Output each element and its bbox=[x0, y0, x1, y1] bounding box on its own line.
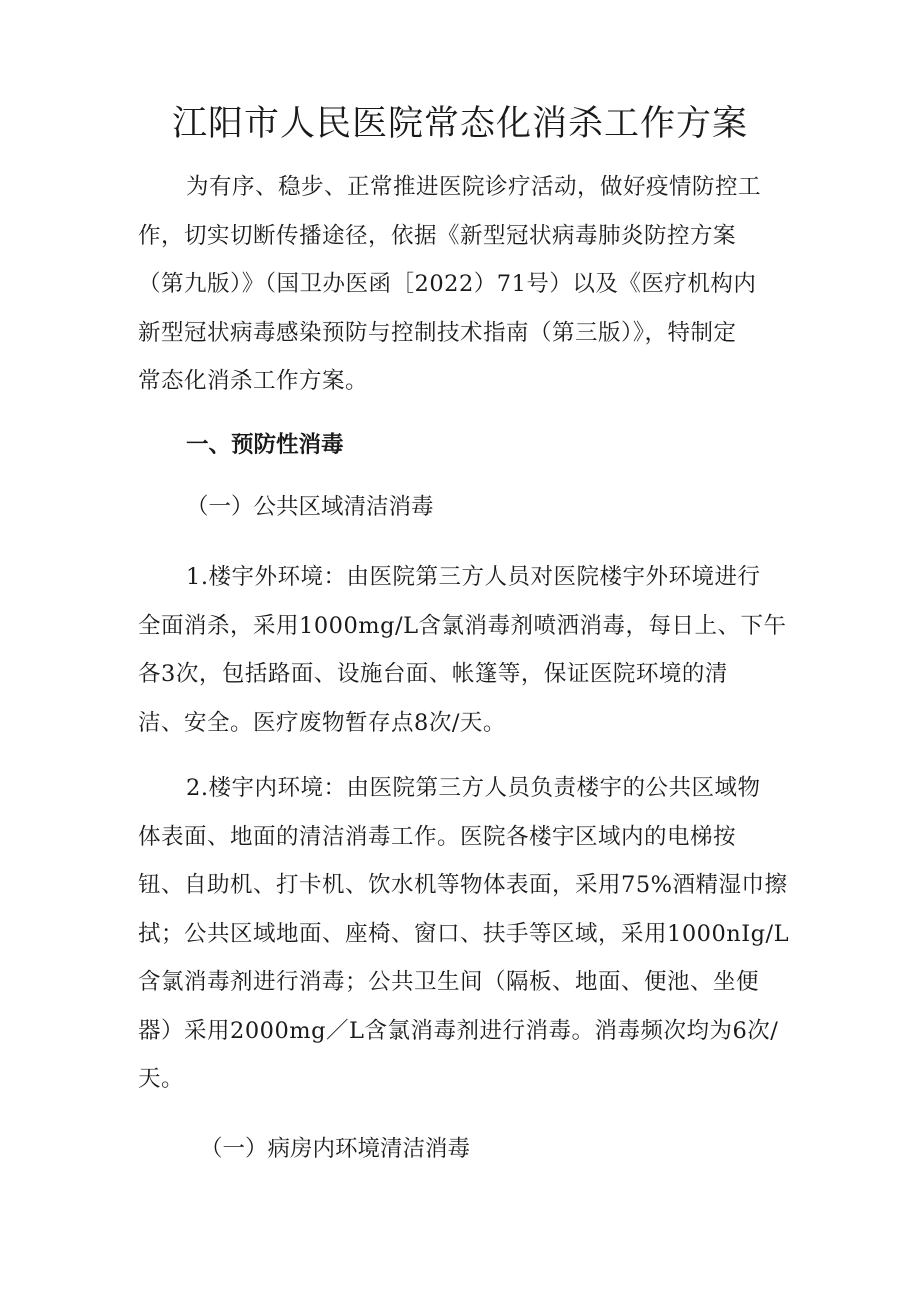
paragraph-line: 各3次，包括路面、设施台面、帐篷等，保证医院环境的清 bbox=[138, 661, 728, 687]
paragraph-line: 为有序、稳步、正常推进医院诊疗活动，做好疫情防控工 bbox=[186, 174, 762, 200]
intro-paragraph bbox=[138, 163, 788, 406]
paragraph-line: 钮、自助机、打卡机、饮水机等物体表面，采用75%酒精湿巾擦 bbox=[138, 872, 788, 898]
subsection-heading: （一）公共区域清洁消毒 bbox=[186, 494, 434, 520]
paragraph-line: 新型冠状病毒感染预防与控制技术指南（第三版）》，特制定 bbox=[138, 319, 737, 346]
paragraph-line: 器）采用2000mg／L含氯消毒剂进行消毒。消毒频次均为6次/ bbox=[138, 1017, 779, 1044]
paragraph-line: 拭；公共区域地面、座椅、窗口、扶手等区域，采用1000nIg/L bbox=[138, 920, 790, 947]
item2-paragraph bbox=[138, 764, 788, 1104]
paragraph-line: 作，切实切断传播途径，依据《新型冠状病毒肺炎防控方案 bbox=[138, 222, 737, 249]
paragraph-line: 体表面、地面的清洁消毒工作。医院各楼宇区域内的电梯按 bbox=[138, 823, 737, 850]
paragraph-line: （第九版）》（国卫办医函［2022）71号）以及《医疗机构内 bbox=[138, 271, 757, 297]
paragraph-line: 含氯消毒剂进行消毒；公共卫生间（隔板、地面、便池、坐便 bbox=[138, 969, 760, 995]
paragraph-line: 常态化消杀工作方案。 bbox=[138, 368, 369, 394]
paragraph-line: 天。 bbox=[138, 1066, 185, 1092]
item1-paragraph bbox=[138, 553, 788, 747]
document-title: 江阳市人民医院常态化消杀工作方案 bbox=[171, 104, 748, 144]
section-heading: 一、预防性消毒 bbox=[186, 432, 344, 458]
subsection-heading: （一）病房内环境清洁消毒 bbox=[200, 1136, 471, 1162]
paragraph-line: 2.楼宇内环境：由医院第三方人员负责楼宇的公共区域物 bbox=[186, 775, 761, 801]
paragraph-line: 1.楼宇外环境：由医院第三方人员对医院楼宇外环境进行 bbox=[186, 564, 761, 590]
paragraph-line: 洁、安全。医疗废物暂存点8次/天。 bbox=[138, 709, 506, 736]
paragraph-line: 全面消杀，采用1000mg/L含氯消毒剂喷洒消毒，每日上、下午 bbox=[138, 612, 787, 639]
